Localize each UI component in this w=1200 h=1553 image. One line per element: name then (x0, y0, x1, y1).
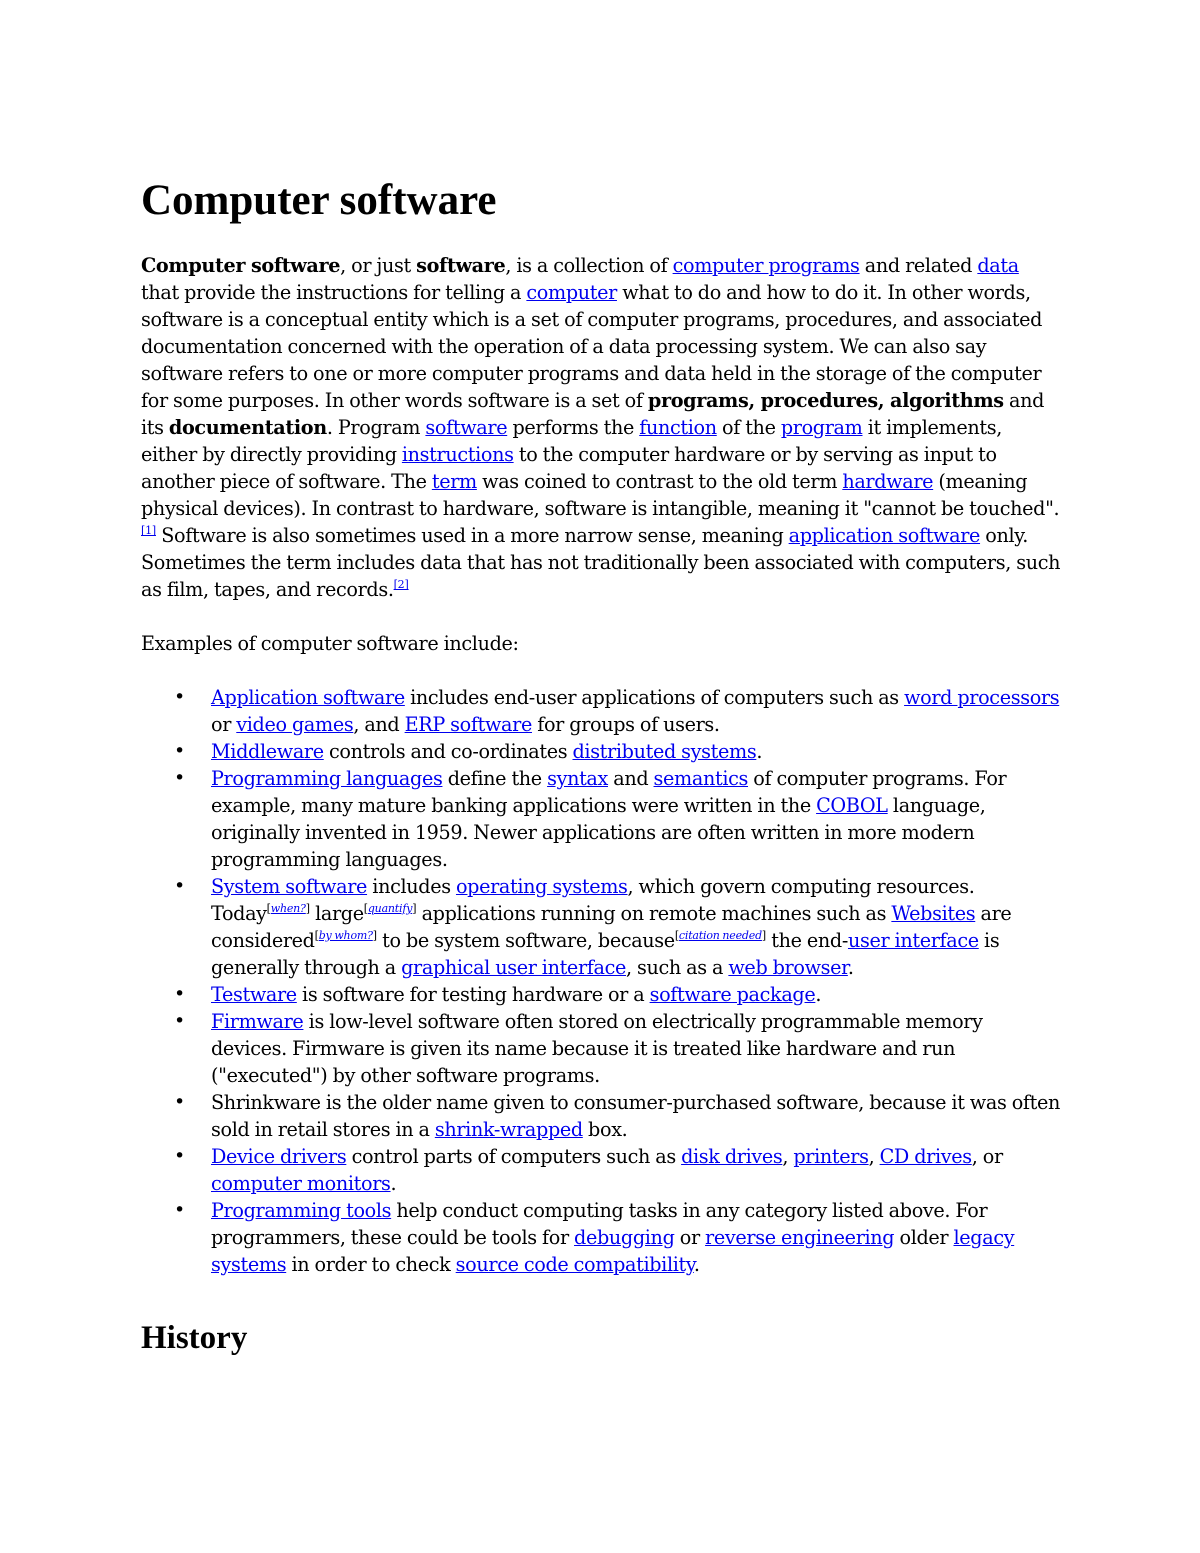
text: and (608, 767, 654, 790)
tag-by-whom-text: by whom? (318, 929, 373, 942)
text: and related (859, 254, 978, 277)
link-device-drivers[interactable]: Device drivers (211, 1145, 347, 1168)
link-computer-programs[interactable]: computer programs (672, 254, 860, 277)
link-firmware[interactable]: Firmware (211, 1010, 304, 1033)
link-programming-languages[interactable]: Programming languages (211, 767, 443, 790)
intro-paragraph (141, 252, 1061, 603)
bold-programs-procedures-algorithms: programs, procedures, algorithms (647, 389, 1004, 412)
list-item: • System software includes operating systems, which govern computing resources. Today[when?] large[quantify] applications running on remote machines such as Websites are considered[by whom?] to be system software, because[citation needed] the end-user interface is generally through a graphical user interface, such as a web browser. (174, 875, 1012, 979)
document-page (141, 178, 1061, 1356)
tag-when-text: when? (270, 902, 306, 915)
link-application-software[interactable]: application software (788, 524, 981, 547)
text: the end- (766, 929, 848, 952)
text: of the (716, 416, 781, 439)
text: , (868, 1145, 880, 1168)
history-heading: History (141, 1320, 248, 1356)
text: (meaning physical devices). In contrast to hardware, software is intangible, meaning it "cannot be touched". (141, 470, 1060, 520)
text: what to do and how to do it. In other words, software is a conceptual entity which is a set of computer programs, procedures, and associated documentation concerned with the operation of a data processing system. We can also say software refers to one or more computer programs and data held in the storage of the computer for some purposes. In other words software is a set of (141, 281, 1043, 412)
examples-list (141, 684, 1061, 1278)
text: is generally through a (211, 929, 1000, 979)
text: includes (367, 875, 456, 898)
text: only. Sometimes the term includes data that has not traditionally been associated with computers, such as film, tapes, and records. (141, 524, 1061, 601)
bullet-icon: • (174, 1199, 185, 1221)
list-item (174, 1197, 1061, 1278)
tag-citation-needed[interactable] (679, 929, 762, 942)
reference-2-link[interactable]: [2] (393, 578, 409, 591)
list-item (174, 1008, 1061, 1089)
list-item (174, 765, 1061, 873)
text: , and (353, 713, 405, 736)
link-computer-monitors[interactable]: computer monitors (211, 1172, 391, 1195)
tag-by-whom[interactable] (319, 929, 373, 942)
link-middleware[interactable]: Middleware (211, 740, 324, 763)
link-source-code-compatibility[interactable]: source code compatibility (455, 1253, 694, 1276)
bullet-icon: • (174, 740, 185, 762)
list-item (174, 981, 1061, 1008)
bullet-icon: • (174, 875, 185, 897)
link-semantics[interactable]: semantics (653, 767, 749, 790)
text: that provide the instructions for telling a (141, 281, 527, 304)
text: for groups of users. (531, 713, 720, 736)
link-web-browser[interactable]: web browser (728, 956, 848, 979)
link-application-software-item[interactable]: Application software (211, 686, 405, 709)
link-function[interactable]: function (639, 416, 717, 439)
tag-citation-needed-text: citation needed (678, 929, 762, 942)
text: , which govern computing resources. Today (211, 875, 975, 925)
link-debugging[interactable]: debugging (574, 1226, 675, 1249)
text: is low-level software often stored on electrically programmable memory devices. Firmware is given its name because it is treated like hardware and run ("executed") by other software programs. (211, 1010, 983, 1087)
link-reverse-engineering[interactable]: reverse engineering (705, 1226, 895, 1249)
link-program[interactable]: program (780, 416, 863, 439)
text: , (782, 1145, 794, 1168)
text: box. (582, 1118, 628, 1141)
text: in order to check (286, 1253, 456, 1276)
text: define the (442, 767, 548, 790)
bullet-icon: • (174, 1145, 185, 1167)
text: of computer programs. For example, many mature banking applications were written in the (211, 767, 1007, 817)
link-software-package[interactable]: software package (649, 983, 816, 1006)
text: , or just (340, 254, 417, 277)
list-item (174, 738, 1061, 765)
link-distributed-systems[interactable]: distributed systems (572, 740, 757, 763)
text: to be system software, because (376, 929, 675, 952)
text: . (847, 956, 854, 979)
link-video-games[interactable]: video games (236, 713, 354, 736)
link-shrink-wrapped[interactable]: shrink-wrapped (434, 1118, 583, 1141)
link-testware[interactable]: Testware (211, 983, 297, 1006)
text: , such as a (626, 956, 729, 979)
link-instructions[interactable]: instructions (401, 443, 514, 466)
text: Software is also sometimes used in a more narrow sense, meaning (155, 524, 789, 547)
text: Shrinkware is the older name given to consumer-purchased software, because it was often sold in retail stores in a (211, 1091, 1061, 1141)
link-computer[interactable]: computer (526, 281, 617, 304)
text: . (756, 740, 763, 763)
text: . (390, 1172, 397, 1195)
text: controls and co-ordinates (323, 740, 573, 763)
tag-quantify[interactable] (368, 902, 412, 915)
link-erp-software[interactable]: ERP software (404, 713, 532, 736)
page-title: Computer software (141, 177, 497, 224)
link-graphical-user-interface[interactable]: graphical user interface (401, 956, 627, 979)
link-operating-systems[interactable]: operating systems (455, 875, 628, 898)
bold-term-software: software (416, 254, 506, 277)
list-item (174, 1089, 1061, 1143)
text: was coined to contrast to the old term (476, 470, 843, 493)
list-item (174, 684, 1061, 738)
list-item (174, 1143, 1061, 1197)
text: to the computer hardware or by serving as input to another piece of software. The (141, 443, 997, 493)
bullet-icon: • (174, 686, 185, 708)
reference-1-link[interactable]: [1] (141, 524, 156, 537)
text: language, originally invented in 1959. Newer applications are often written in more modern programming languages. (211, 794, 986, 871)
tag-when[interactable] (271, 902, 306, 915)
bullet-icon: • (174, 983, 185, 1005)
link-word-processors[interactable]: word processors (904, 686, 1060, 709)
tag-quantify-text: quantify (367, 902, 413, 915)
text: , is a collection of (505, 254, 673, 277)
text: older (894, 1226, 954, 1249)
text: includes end-user applications of computers such as (404, 686, 905, 709)
link-term[interactable]: term (431, 470, 477, 493)
text: it implements, either by directly providing (141, 416, 1002, 466)
link-hardware[interactable]: hardware (842, 470, 934, 493)
bold-documentation: documentation (168, 416, 327, 439)
text: or (211, 713, 237, 736)
text: help conduct computing tasks in any category listed above. For programmers, these could be tools for (211, 1199, 988, 1249)
link-data[interactable]: data (977, 254, 1019, 277)
bold-term-computer-software: Computer software (141, 254, 341, 277)
link-system-software[interactable]: System software (211, 875, 368, 898)
bullet-icon: • (174, 767, 185, 789)
link-software[interactable]: software (425, 416, 508, 439)
examples-lead: Examples of computer software include: (141, 632, 519, 655)
text: performs the (507, 416, 640, 439)
link-syntax[interactable]: syntax (547, 767, 608, 790)
text: control parts of computers such as (346, 1145, 682, 1168)
text: applications running on remote machines such as (416, 902, 892, 925)
text: . (815, 983, 822, 1006)
link-programming-tools[interactable]: Programming tools (211, 1199, 392, 1222)
text: . Program (326, 416, 426, 439)
text: and its (141, 389, 1045, 439)
text: are considered (211, 902, 1012, 952)
text: is software for testing hardware or a (296, 983, 650, 1006)
link-websites[interactable]: Websites (891, 902, 976, 925)
link-disk-drives[interactable]: disk drives (681, 1145, 783, 1168)
bullet-icon: • (174, 1091, 185, 1113)
text: , or (971, 1145, 1003, 1168)
text: . (693, 1253, 700, 1276)
bullet-icon: • (174, 1010, 185, 1032)
link-printers[interactable]: printers (793, 1145, 869, 1168)
link-cd-drives[interactable]: CD drives (879, 1145, 972, 1168)
text: or (674, 1226, 706, 1249)
link-cobol[interactable]: COBOL (816, 794, 888, 817)
link-legacy-systems[interactable]: legacy systems (211, 1226, 1015, 1276)
text: large (309, 902, 364, 925)
link-user-interface[interactable]: user interface (847, 929, 979, 952)
